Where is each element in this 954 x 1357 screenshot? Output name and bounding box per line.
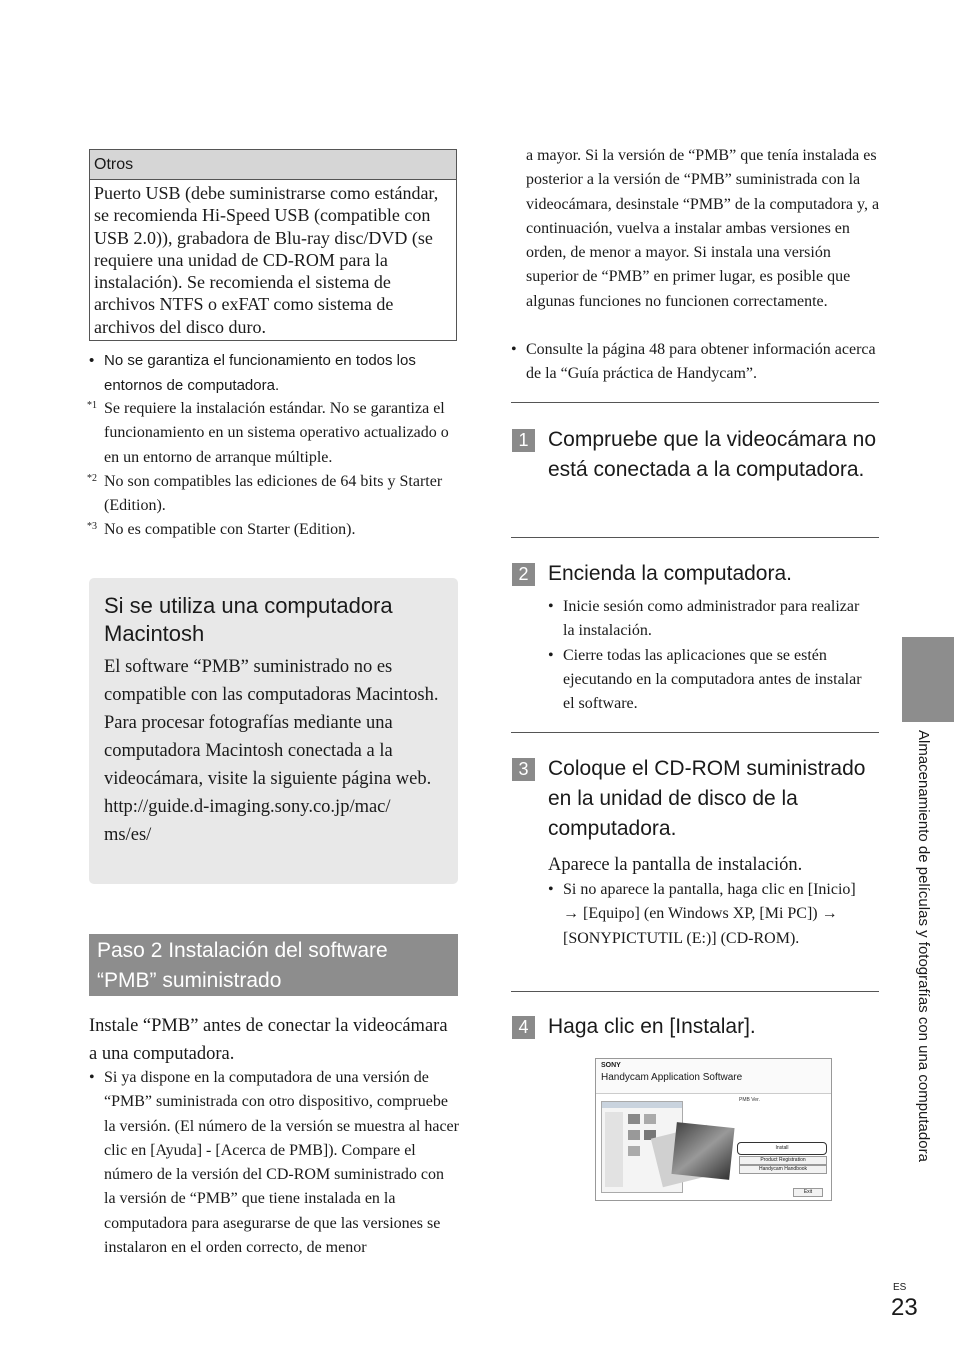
page-lang: ES (893, 1282, 907, 1293)
macintosh-body: El software “PMB” suministrado no es compatible con las computadoras Macintosh. Para procesar fotografías mediante una computadora Macintosh conectada a la videocámara, visite la siguiente página web. (104, 657, 439, 789)
step-3-text: Aparece la pantalla de instalación. (548, 855, 803, 875)
chapter-label-text: Almacenamiento de películas y fotografías con una computadora (915, 730, 932, 1162)
step-4-title: Haga clic en [Instalar]. (548, 1015, 756, 1038)
step-2-title: Encienda la computadora. (548, 562, 792, 585)
otros-body: Puerto USB (debe suministrarse como estándar, se recomienda Hi-Speed USB (compatible con USB 2.0)), grabadora de Blu-ray disc/DVD (se requiere una unidad de CD-ROM para la instalación). Se recomienda el sistema de archivos NTFS o exFAT como sistema de archivos del disco duro. (94, 183, 439, 337)
page-number: 23 (891, 1294, 918, 1321)
step-3-title: Coloque el CD-ROM suministrado en la unidad de disco de la computadora. (548, 757, 866, 840)
footnote-1 (89, 397, 449, 470)
step-1-number: 1 (512, 429, 535, 452)
macintosh-title: Si se utiliza una computadora Macintosh (104, 593, 393, 646)
compat-note: • No se garantiza el funcionamiento en todos los entornos de computadora. (89, 348, 459, 398)
divider (511, 402, 879, 403)
intro-text: Instale “PMB” antes de conectar la videocámara a una computadora. (89, 1016, 448, 1064)
macintosh-box (89, 578, 458, 884)
compat-note-list (89, 348, 459, 398)
product-registration-button[interactable]: Product Registration (739, 1156, 827, 1165)
sony-logo: SONY (601, 1062, 621, 1069)
otros-table (89, 149, 457, 341)
footnote-2 (89, 470, 449, 519)
installer-screenshot (595, 1058, 832, 1201)
step-2-bullet-2: • Cierre todas las aplicaciones que se estén ejecutando en la computadora antes de instalar el software. (548, 644, 873, 717)
otros-header: Otros (90, 150, 456, 180)
macintosh-url-1[interactable]: http://guide.d-imaging.sony.co.jp/mac/ (104, 797, 391, 817)
step-2-number: 2 (512, 563, 535, 586)
version-note-continued: a mayor. Si la versión de “PMB” que tenía instalada es posterior a la versión de “PMB” suministrada con la videocámara, desinstale “PMB” de la computadora y, a continuación, vuelva a instalar ambas versiones en orden, de menor a mayor. Si instala una versión superior de “PMB” en primer lugar, es posible que algunas funciones no funcionen correctamente. (526, 147, 880, 310)
step-3-bullet: • Si no aparece la pantalla, haga clic en [Inicio] → [Equipo] (en Windows XP, [Mi PC]) → [SONYPICTUTIL (E:)] (CD-ROM). (548, 878, 873, 951)
macintosh-url-2[interactable]: ms/es/ (104, 825, 152, 845)
footnote-2-mark: *2 (87, 472, 97, 484)
footnotes (89, 397, 449, 543)
step-2-bullet-1: • Inicie sesión como administrador para realizar la instalación. (548, 595, 873, 644)
chapter-tab (902, 637, 954, 722)
step-3-number: 3 (512, 758, 535, 781)
footnote-2-text: No son compatibles las ediciones de 64 bits y Starter (Edition). (104, 472, 443, 515)
step-4-number: 4 (512, 1016, 535, 1039)
installer-title: Handycam Application Software (601, 1072, 743, 1083)
step-1-title: Compruebe que la videocámara no está conectada a la computadora. (548, 428, 877, 481)
chapter-label (915, 730, 941, 1270)
footnote-3-mark: *3 (87, 521, 97, 533)
step-2-bullets (548, 595, 873, 716)
version-note: • Si ya dispone en la computadora de una versión de “PMB” suministrada con otro dispositivo, compruebe la versión. (El número de la versión se muestra al hacer clic en [Ayuda] - [Acerca de PMB]). Compare el número de la versión del CD-ROM suministrado con la versión de “PMB” que tiene instalada en la computadora para asegurarse de que las versiones se instalaron en el orden correcto, de menor (89, 1066, 459, 1260)
install-button[interactable]: Install (737, 1142, 827, 1155)
version-note-list (89, 1066, 459, 1260)
installer-header (596, 1059, 831, 1094)
divider (511, 732, 879, 733)
footnote-3-text: No es compatible con Starter (Edition). (104, 521, 356, 539)
macintosh-text (104, 653, 449, 849)
handycam-handbook-button[interactable]: Handycam Handbook (739, 1165, 827, 1174)
divider (511, 537, 879, 538)
section-title-paso-2: Paso 2 Instalación del software “PMB” suministrado (89, 934, 458, 996)
exit-button[interactable]: Exit (793, 1188, 823, 1197)
footnote-1-text: Se requiere la instalación estándar. No se garantiza el funcionamiento en un sistema operativo actualizado o en un entorno de arranque múltiple. (104, 400, 449, 466)
photo-card (671, 1122, 734, 1180)
step-3-bullets (548, 878, 873, 951)
guide-note: • Consulte la página 48 para obtener información acerca de la “Guía práctica de Handycam”. (511, 338, 881, 387)
version-label: PMB Ver. (739, 1097, 760, 1103)
footnote-3 (89, 518, 449, 542)
guide-note-list (511, 338, 881, 387)
footnote-1-mark: *1 (87, 400, 97, 411)
divider (511, 991, 879, 992)
